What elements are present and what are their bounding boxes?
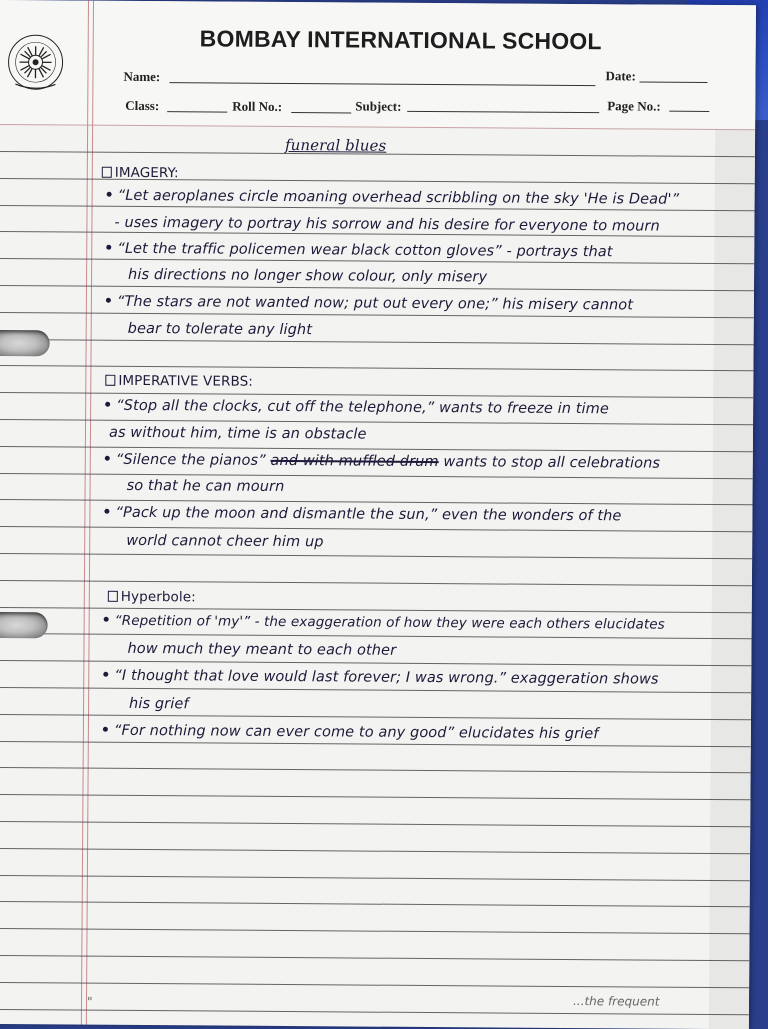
ruled-line: [0, 794, 750, 800]
ruled-line: [0, 339, 754, 345]
notes-title: funeral blues: [285, 136, 386, 155]
ruled-line: [0, 365, 753, 371]
ruled-line: [0, 767, 751, 773]
class-label: Class:: [125, 98, 159, 114]
section-heading: IMAGERY:: [102, 165, 179, 182]
note-line: “Let the traffic policemen wear black cotton gloves” - portrays that: [106, 241, 612, 261]
school-name: BOMBAY INTERNATIONAL SCHOOL: [200, 25, 602, 55]
bleed-through-text: ...the frequent: [573, 994, 660, 1009]
note-line: bear to tolerate any light: [128, 321, 312, 338]
bullet-icon: [104, 509, 109, 514]
ruled-line: [0, 928, 750, 934]
binder-ring-bottom: [0, 612, 48, 638]
ruled-line: [0, 526, 752, 532]
roll-label: Roll No.:: [232, 99, 282, 115]
note-line: as without him, time is an obstacle: [109, 425, 367, 443]
note-line: “The stars are not wanted now; put out every one;” his misery cannot: [106, 294, 633, 314]
bullet-icon: [106, 245, 111, 250]
note-line: his grief: [129, 696, 189, 712]
bullet-icon: [105, 402, 110, 407]
note-line: “For nothing now can ever come to any good” elucidates his grief: [103, 723, 599, 742]
note-line: “I thought that love would last forever; I was wrong.” exaggeration shows: [103, 668, 658, 688]
roll-field: [291, 112, 351, 113]
ruled-line: [0, 553, 752, 559]
checkbox-icon: [105, 375, 115, 386]
name-label: Name:: [123, 69, 160, 85]
ruled-line: [0, 660, 751, 666]
checkbox-icon: [108, 591, 118, 602]
subject-label: Subject:: [355, 98, 401, 114]
binder-ring-top: [0, 330, 50, 356]
note-line: “Stop all the clocks, cut off the telephone,” wants to freeze in time: [105, 398, 609, 418]
date-field: [639, 81, 707, 82]
ruled-line: [0, 848, 750, 854]
note-line: “Pack up the moon and dismantle the sun,” even the wonders of the: [104, 505, 621, 525]
bullet-icon: [104, 617, 109, 622]
note-line: his directions no longer show colour, only misery: [128, 267, 487, 286]
bullet-icon: [105, 456, 110, 461]
class-field: [167, 111, 227, 112]
margin-mark: ": [87, 995, 93, 1009]
ruled-line: [0, 741, 751, 747]
bullet-icon: [107, 192, 112, 197]
ruled-line: [0, 258, 754, 264]
bullet-icon: [106, 298, 111, 303]
subject-field: [407, 111, 599, 113]
bullet-icon: [103, 727, 108, 732]
ruled-line: [0, 875, 750, 881]
note-line: how much they meant to each other: [127, 641, 396, 659]
section-heading: Hyperbole:: [108, 589, 196, 606]
school-logo-icon: [5, 32, 65, 92]
ruled-line: [0, 285, 754, 291]
page-label: Page No.:: [607, 98, 661, 114]
note-line: “Repetition of 'my'” - the exaggeration of how they were each others elucidates: [104, 613, 665, 633]
note-line: “Silence the pianos” and with muffled drum wants to stop all celebrations: [105, 452, 660, 472]
ruled-line: [0, 1009, 749, 1015]
section-heading: IMPERATIVE VERBS:: [105, 373, 253, 390]
ruled-line: [0, 687, 751, 693]
note-line: world cannot cheer him up: [126, 533, 323, 550]
name-field: [169, 82, 595, 86]
note-line: “Let aeroplanes circle moaning overhead scribbling on the sky 'He is Dead'”: [107, 188, 680, 208]
date-label: Date:: [605, 68, 635, 84]
page-field: [669, 111, 709, 112]
ruled-line: [0, 312, 754, 318]
struck-text: and with muffled drum: [270, 453, 438, 470]
checkbox-icon: [102, 167, 112, 178]
ruled-line: [0, 901, 750, 907]
note-line: so that he can mourn: [127, 478, 285, 495]
ruled-line: [0, 580, 752, 586]
ruled-line: [0, 473, 753, 479]
note-line: - uses imagery to portray his sorrow and his desire for everyone to mourn: [114, 215, 659, 235]
ruled-line: [0, 714, 751, 720]
ruled-line: [0, 633, 752, 639]
ruled-line: [0, 955, 749, 961]
ruled-line: [0, 982, 749, 988]
ruled-line: [0, 821, 750, 827]
page-header: [0, 0, 756, 129]
bullet-icon: [103, 672, 108, 677]
